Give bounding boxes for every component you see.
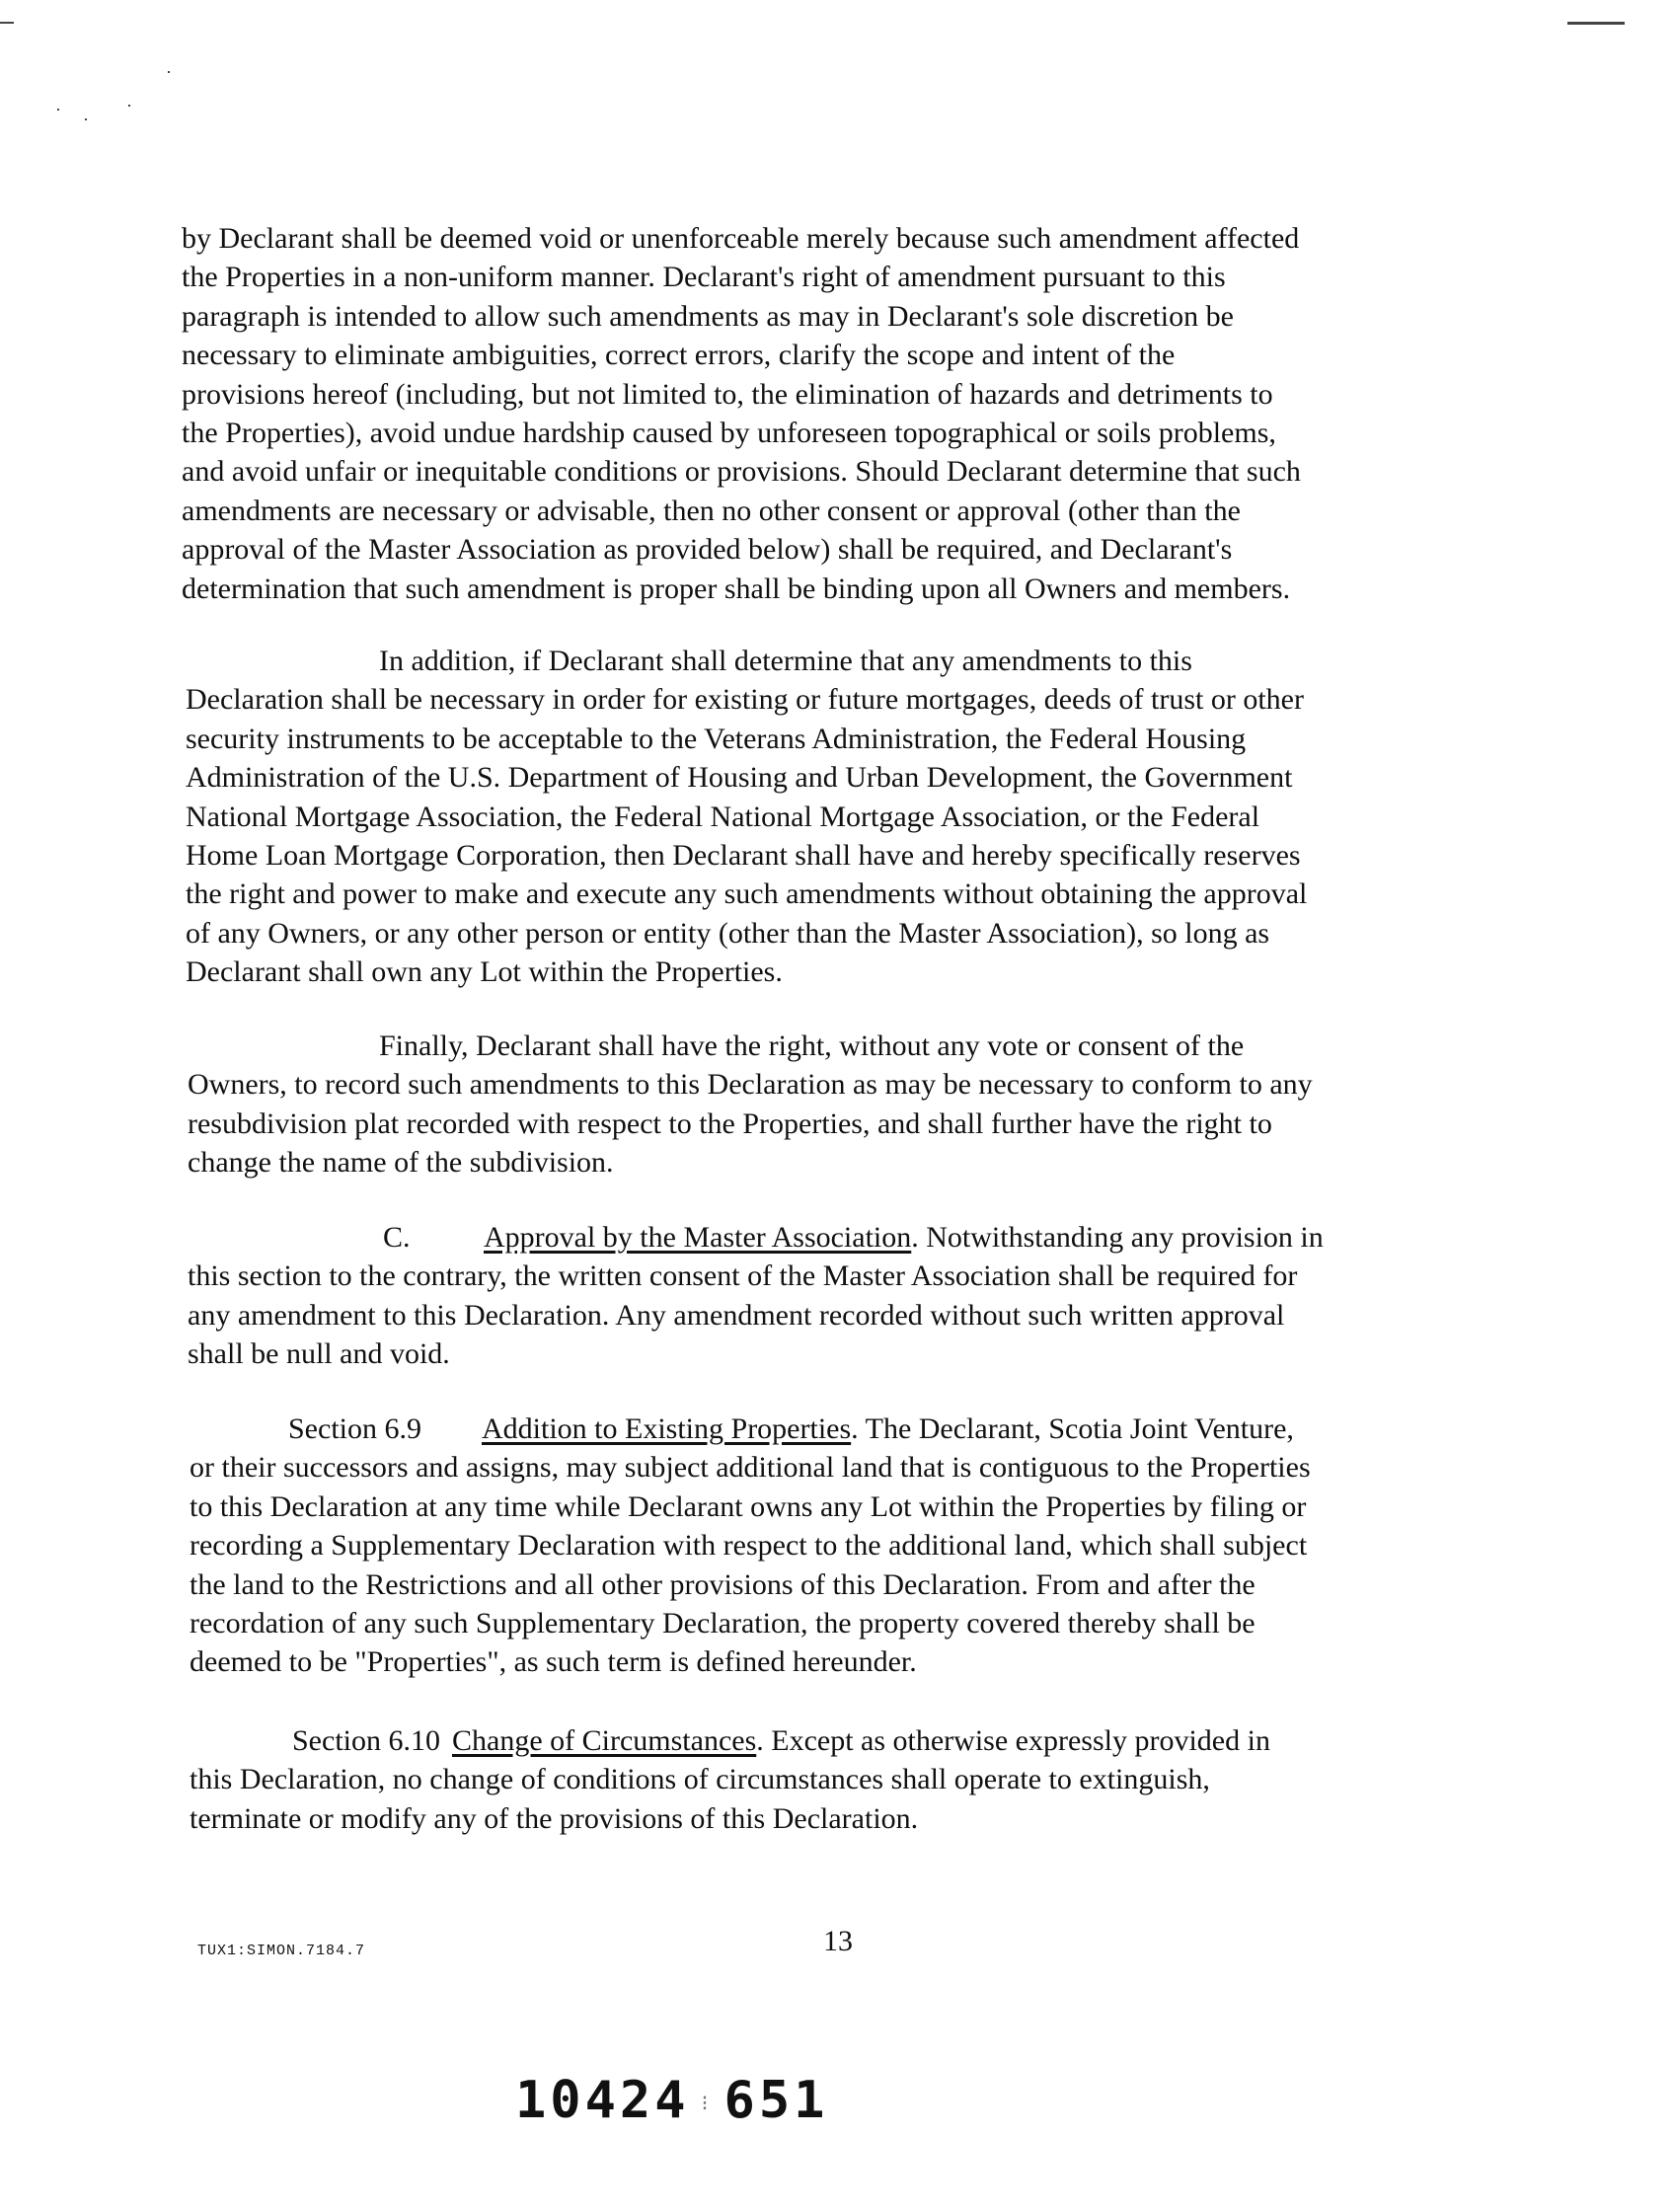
clause-label: C.	[383, 1221, 411, 1254]
scan-speck	[57, 109, 59, 111]
text-line: National Mortgage Association, the Federal National Mortgage Association, or the Federal	[186, 800, 1260, 833]
text-line: recording a Supplementary Declaration with respect to the additional land, which shall subject	[190, 1529, 1308, 1563]
text-run: . The Declarant, Scotia Joint Venture,	[851, 1412, 1294, 1445]
text-run: . Except as otherwise expressly provided in	[756, 1724, 1270, 1757]
text-line: this section to the contrary, the written consent of the Master Association shall be required for	[188, 1259, 1298, 1293]
document-code: TUX1:SIMON.7184.7	[197, 1943, 366, 1959]
section-label: Section 6.10	[292, 1724, 440, 1757]
text-line: the Properties), avoid undue hardship caused by unforeseen topographical or soils problems,	[182, 417, 1276, 450]
text-line: deemed to be "Properties", as such term is defined hereunder.	[190, 1645, 917, 1679]
scan-speck	[168, 71, 170, 73]
clause-heading: Approval by the Master Association	[484, 1221, 912, 1254]
text-line: shall be null and void.	[188, 1337, 450, 1371]
paragraph-federal-agencies	[186, 642, 1307, 992]
text-line: approval of the Master Association as provided below) shall be required, and Declarant's	[182, 533, 1233, 567]
recording-book-number: 10424	[515, 2071, 690, 2130]
text-line: to this Declaration at any time while Declarant owns any Lot within the Properties by filing or	[190, 1489, 1307, 1523]
paragraph-resubdivision	[188, 1027, 1313, 1182]
text-run: . Notwithstanding any provision in	[911, 1221, 1324, 1254]
paragraph-amendment-discretion	[182, 219, 1301, 608]
text-line: Administration of the U.S. Department of Housing and Urban Development, the Government	[186, 761, 1293, 795]
recording-page-number: 651	[723, 2071, 829, 2130]
text-line: or their successors and assigns, may subject additional land that is contiguous to the Properties	[190, 1451, 1311, 1485]
text-line: and avoid unfair or inequitable conditions or provisions. Should Declarant determine that such	[182, 455, 1301, 489]
text-line: the right and power to make and execute any such amendments without obtaining the approval	[186, 877, 1308, 911]
paragraph-approval-master-association	[188, 1218, 1324, 1374]
text-line: recordation of any such Supplementary Declaration, the property covered thereby shall be	[190, 1607, 1256, 1640]
text-line: the land to the Restrictions and all other provisions of this Declaration. From and after the	[190, 1567, 1256, 1601]
text-line: terminate or modify any of the provisions of this Declaration.	[190, 1801, 919, 1835]
text-line: change the name of the subdivision.	[188, 1146, 614, 1180]
text-line: determination that such amendment is proper shall be binding upon all Owners and members.	[182, 572, 1291, 605]
text-line	[190, 1410, 1311, 1448]
text-line	[188, 1218, 1324, 1257]
text-line: of any Owners, or any other person or entity (other than the Master Association), so long as	[186, 916, 1270, 950]
section-6-9	[190, 1410, 1311, 1682]
scan-mark-top-right	[1567, 22, 1625, 25]
text-line: Declarant shall own any Lot within the Properties.	[186, 955, 783, 989]
scan-speck	[85, 118, 87, 120]
section-heading: Change of Circumstances	[452, 1724, 757, 1757]
text-line: provisions hereof (including, but not limited to, the elimination of hazards and detriments to	[182, 377, 1273, 411]
text-line	[190, 1721, 1270, 1760]
page-number: 13	[823, 1925, 853, 1957]
section-label: Section 6.9	[288, 1412, 421, 1445]
text-line: In addition, if Declarant shall determine that any amendments to this	[379, 645, 1192, 677]
text-line: security instruments to be acceptable to the Veterans Administration, the Federal Housing	[186, 722, 1247, 755]
text-line: by Declarant shall be deemed void or unenforceable merely because such amendment affected	[182, 222, 1300, 255]
text-line: any amendment to this Declaration. Any amendment recorded without such written approval	[188, 1298, 1285, 1332]
text-line: resubdivision plat recorded with respect to the Properties, and shall further have the right to	[188, 1106, 1272, 1140]
text-line: this Declaration, no change of conditions of circumstances shall operate to extinguish,	[190, 1763, 1210, 1796]
text-line: amendments are necessary or advisable, then no other consent or approval (other than the	[182, 494, 1241, 527]
text-line: necessary to eliminate ambiguities, correct errors, clarify the scope and intent of the	[182, 339, 1176, 372]
text-line: Declaration shall be necessary in order for existing or future mortgages, deeds of trust or other	[186, 683, 1304, 717]
section-6-10	[190, 1721, 1270, 1838]
text-line: Home Loan Mortgage Corporation, then Declarant shall have and hereby specifically reserves	[186, 839, 1301, 873]
stamp-separator: ⁝	[701, 2091, 713, 2116]
text-line: Owners, to record such amendments to this Declaration as may be necessary to conform to any	[188, 1068, 1313, 1102]
recording-stamp	[515, 2071, 828, 2130]
scan-mark-top-left	[0, 22, 14, 24]
scan-speck	[128, 105, 130, 107]
text-line: the Properties in a non-uniform manner. Declarant's right of amendment pursuant to this	[182, 261, 1226, 294]
text-line: paragraph is intended to allow such amendments as may in Declarant's sole discretion be	[182, 299, 1234, 333]
text-line: Finally, Declarant shall have the right, without any vote or consent of the	[379, 1030, 1245, 1062]
section-heading: Addition to Existing Properties	[482, 1412, 852, 1445]
